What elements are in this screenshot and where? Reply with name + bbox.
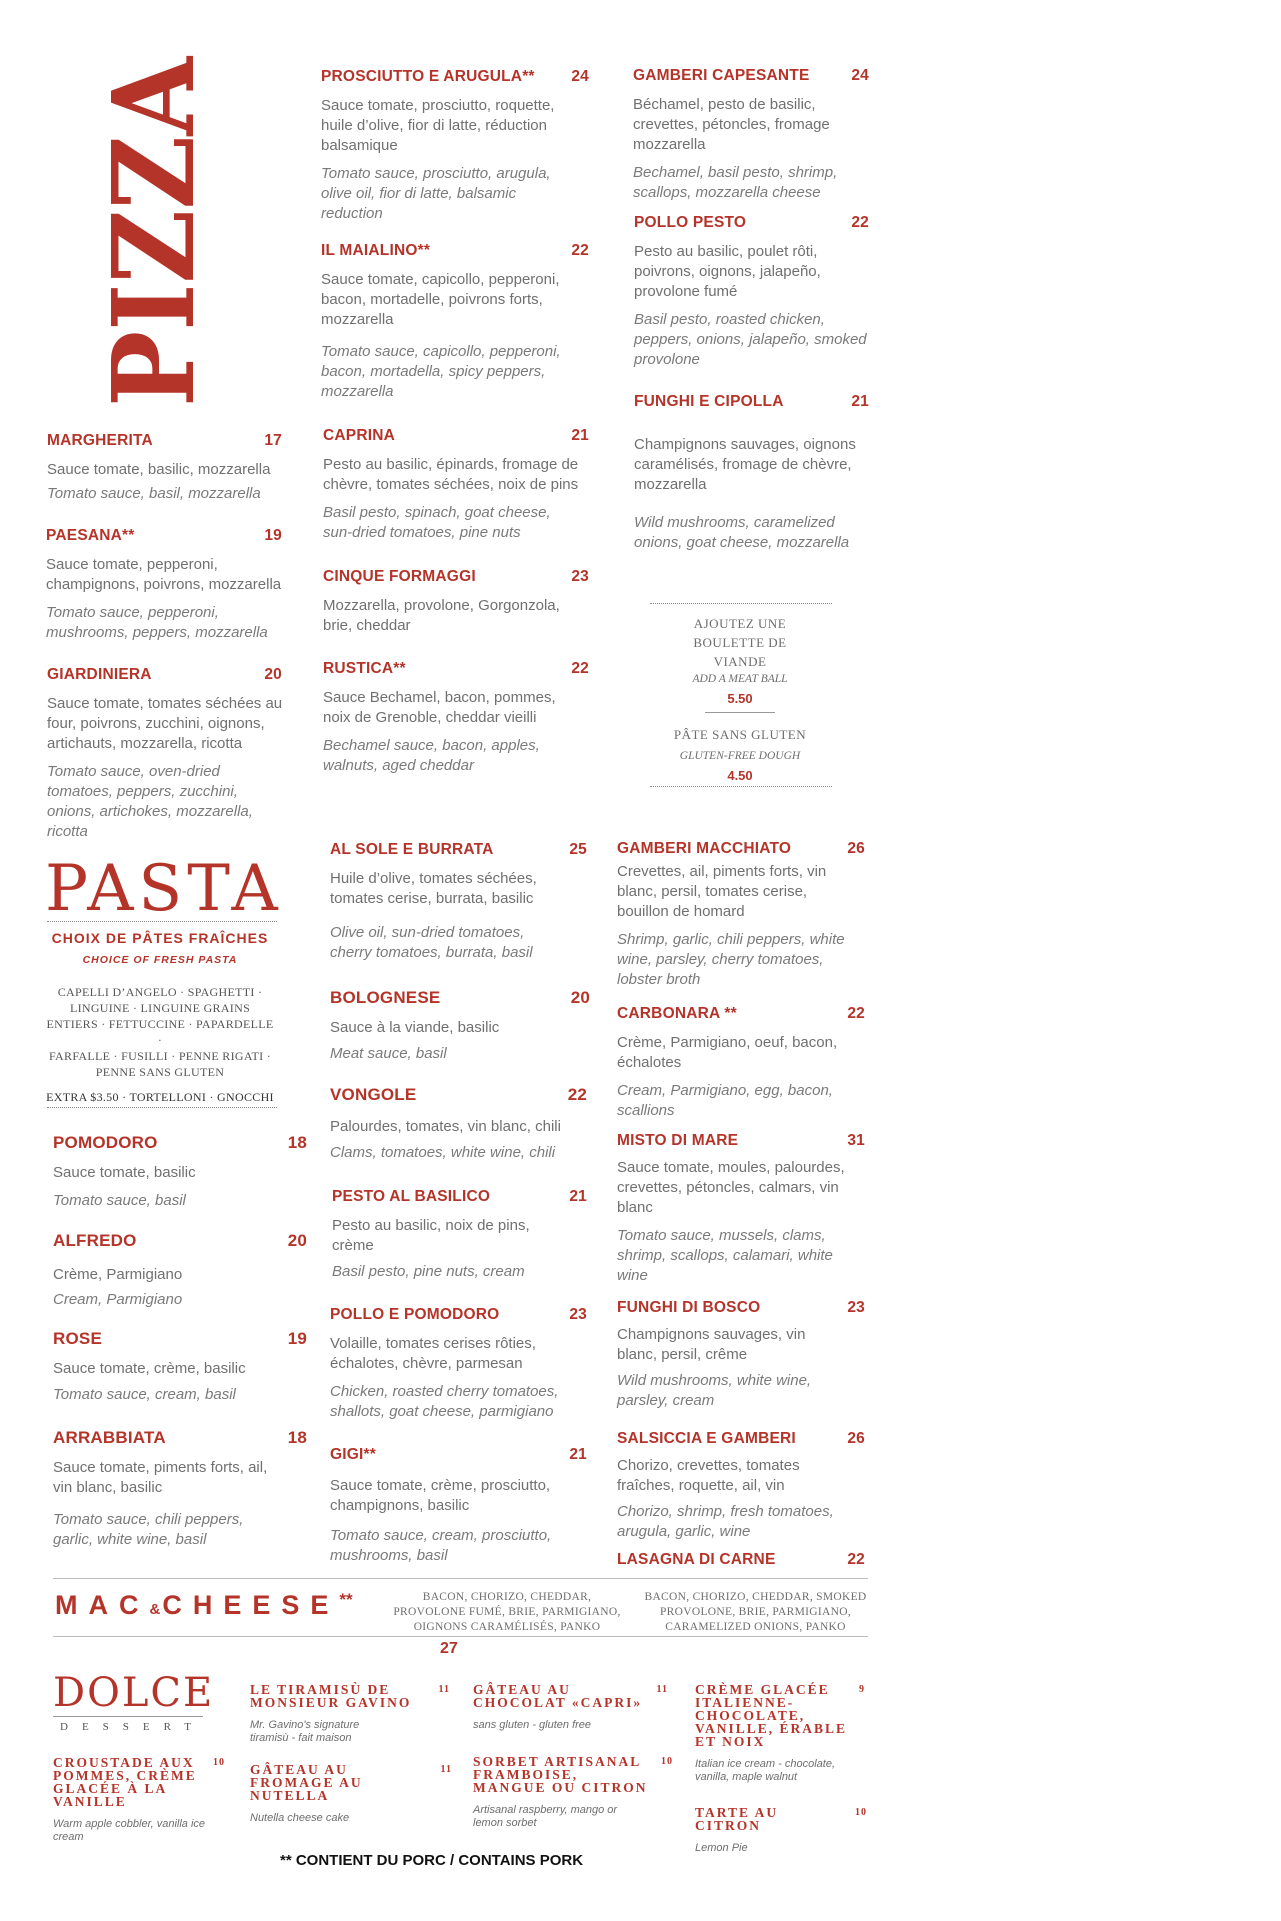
pizza-item-caprina: CAPRINA 21 Pesto au basilic, épinards, fromage de chèvre, tomates séchées, noix de pins Basil pesto, spinach, goat cheese, sun-dried tomatoes, pine nuts: [323, 427, 589, 541]
pasta-item-gamberi-macchiato: GAMBERI MACCHIATO 26 Crevettes, ail, piments forts, vin blanc, persil, tomates cerise, bouillon de homard Shrimp, garlic, chili peppers, white wine, parsley, cherry tomatoes, lobster broth: [617, 840, 865, 988]
pizza-item-margherita: MARGHERITA 17 Sauce tomate, basilic, mozzarella Tomato sauce, basil, mozzarella: [47, 432, 282, 502]
addon-gluten-free-price: 4.50: [727, 768, 753, 783]
pasta-item-lasagna-di-carne: LASAGNA DI CARNE 22: [617, 1551, 865, 1568]
pasta-item-vongole: VONGOLE 22 Palourdes, tomates, vin blanc, chili Clams, tomatoes, white wine, chili: [330, 1085, 587, 1161]
pasta-choice-list: CAPELLI D’ANGELO · SPAGHETTI · LINGUINE · LINGUINE GRAINS ENTIERS · FETTUCCINE · PAPARDELLE · FARFALLE · FUSILLI · PENNE RIGATI · PENNE SANS GLUTEN: [46, 985, 274, 1079]
dessert-croustade: CROUSTADE AUX POMMES, CRÈME GLACÉE À LA VANILLE 10 Warm apple cobbler, vanilla ice cream: [53, 1755, 225, 1843]
pasta-item-misto-di-mare: MISTO DI MARE 31 Sauce tomate, moules, palourdes, crevettes, pétoncles, calmars, vin blanc Tomato sauce, mussels, clams, shrimp, scallops, calamari, white wine: [617, 1132, 865, 1284]
dessert-creme-glacee: CRÈME GLACÉE ITALIENNE- CHOCOLATE, VANILLE, ÉRABLE ET NOIX 9 Italian ice cream - chocolate, vanilla, maple walnut: [695, 1682, 865, 1783]
addon-gluten-free-fr: PÂTE SANS GLUTEN: [673, 727, 807, 742]
addon-meatball-price: 5.50: [727, 691, 753, 706]
addon-gluten-free-en: GLUTEN-FREE DOUGH: [679, 750, 801, 762]
pizza-item-prosciutto-e-arugula: PROSCIUTTO E ARUGULA** 24 Sauce tomate, prosciutto, roquette, huile d’olive, fior di latte, réduction balsamique Tomato sauce, prosciutto, arugula, olive oil, fior di latte, balsamic reduction: [321, 68, 589, 222]
pizza-item-paesana: PAESANA** 19 Sauce tomate, pepperoni, champignons, poivrons, mozzarella Tomato sauce, pepperoni, mushrooms, peppers, mozzarella: [46, 527, 282, 641]
addon-meatball-en: ADD A MEAT BALL: [692, 673, 788, 685]
dessert-nutella-cheesecake: GÂTEAU AU FROMAGE AU NUTELLA 11 Nutella cheese cake: [250, 1762, 452, 1824]
mac-ingredients-fr: BACON, CHORIZO, CHEDDAR, PROVOLONE FUMÉ, BRIE, PARMIGIANO, OIGNONS CARAMÉLISÉS, PANKO: [393, 1591, 621, 1633]
pizza-item-pollo-pesto: POLLO PESTO 22 Pesto au basilic, poulet rôti, poivrons, oignons, jalapeño, provolone fumé Basil pesto, roasted chicken, peppers, onions, jalapeño, smoked provolone: [634, 214, 869, 368]
mac-cheese-price: 27: [440, 1640, 458, 1657]
dolce-subtitle: DESSERT: [60, 1721, 206, 1733]
dolce-title: DOLCE: [53, 1670, 215, 1716]
dessert-sorbet: SORBET ARTISANAL FRAMBOISE, MANGUE OU CITRON 10 Artisanal raspberry, mango or lemon sorbet: [473, 1754, 673, 1829]
dessert-chocolat-capri: GÂTEAU AU CHOCOLAT «CAPRI» 11 sans gluten - gluten free: [473, 1682, 668, 1731]
pasta-item-funghi-di-bosco: FUNGHI DI BOSCO 23 Champignons sauvages, vin blanc, persil, crême Wild mushrooms, white wine, parsley, cream: [617, 1299, 865, 1409]
pizza-item-giardiniera: GIARDINIERA 20 Sauce tomate, tomates séchées au four, poivrons, zucchini, oignons, artichauts, mozzarella, ricotta Tomato sauce, oven-dried tomatoes, peppers, zucchini, onions, artichokes, mozzarella, ricotta: [47, 666, 283, 840]
dolce-rule: [53, 1716, 203, 1717]
pasta-item-gigi: GIGI** 21 Sauce tomate, crème, prosciutto, champignons, basilic Tomato sauce, cream, prosciutto, mushrooms, basil: [330, 1446, 587, 1564]
pasta-item-alfredo: ALFREDO 20 Crème, Parmigiano Cream, Parmigiano: [53, 1231, 307, 1308]
pork-footnote: ** CONTIENT DU PORC / CONTAINS PORK: [280, 1852, 584, 1869]
dessert-tiramisu: LE TIRAMISÙ DE MONSIEUR GAVINO 11 Mr. Gavino's signature tiramisù - fait maison: [250, 1682, 450, 1744]
pizza-title-text: PIZZA: [89, 19, 220, 407]
pizza-item-rustica: RUSTICA** 22 Sauce Bechamel, bacon, pommes, noix de Grenoble, cheddar vieilli Bechamel sauce, bacon, apples, walnuts, aged cheddar: [323, 660, 589, 774]
pizza-addons: [640, 604, 840, 783]
pasta-title-rule: [47, 921, 277, 922]
mac-cheese-title: MAC&CHEESE**: [55, 1590, 353, 1620]
pasta-item-arrabbiata: ARRABBIATA 18 Sauce tomate, piments forts, ail, vin blanc, basilic Tomato sauce, chili peppers, garlic, white wine, basil: [53, 1428, 307, 1548]
mac-ingredients-en: BACON, CHORIZO, CHEDDAR, SMOKED PROVOLONE, BRIE, PARMIGIANO, CARAMELIZED ONIONS, PANKO: [644, 1591, 867, 1633]
pasta-item-pesto-al-basilico: PESTO AL BASILICO 21 Pesto au basilic, noix de pins, crème Basil pesto, pine nuts, cream: [332, 1188, 587, 1280]
pizza-title: [89, 19, 220, 410]
mac-top-rule: [53, 1578, 868, 1579]
pasta-choice-en: CHOICE OF FRESH PASTA: [82, 954, 238, 966]
dessert-tarte-citron: TARTE AU CITRON 10 Lemon Pie: [695, 1805, 867, 1854]
pasta-item-bolognese: BOLOGNESE 20 Sauce à la viande, basilic Meat sauce, basil: [330, 988, 590, 1062]
addon-meatball-fr: AJOUTEZ UNE BOULETTE DE VIANDE: [693, 616, 787, 669]
mac-bottom-rule: [53, 1636, 868, 1637]
pizza-item-il-maialino: IL MAIALINO** 22 Sauce tomate, capicollo, pepperoni, bacon, mortadelle, poivrons forts, mozzarella Tomato sauce, capicollo, pepperoni, bacon, mortadella, spicy peppers, mozzarella: [321, 242, 589, 400]
pasta-item-carbonara: CARBONARA ** 22 Crème, Parmigiano, oeuf, bacon, échalotes Cream, Parmigiano, egg, bacon, scallions: [617, 1005, 865, 1119]
pasta-choice: [45, 930, 275, 1105]
pasta-item-pollo-e-pomodoro: POLLO E POMODORO 23 Volaille, tomates cerises rôties, échalotes, chèvre, parmesan Chicken, roasted cherry tomatoes, shallots, goat cheese, parmigiano: [330, 1306, 587, 1420]
pizza-item-gamberi-capesante: GAMBERI CAPESANTE 24 Béchamel, pesto de basilic, crevettes, pétoncles, fromage mozzarella Bechamel, basil pesto, shrimp, scallops, mozzarella cheese: [633, 67, 869, 201]
pasta-choice-fr: CHOIX DE PÂTES FRAÎCHES: [51, 930, 269, 946]
pasta-item-al-sole-e-burrata: AL SOLE E BURRATA 25 Huile d’olive, tomates séchées, tomates cerise, burrata, basilic Olive oil, sun-dried tomatoes, cherry tomatoes, burrata, basil: [330, 841, 587, 961]
pizza-item-funghi-e-cipolla: FUNGHI E CIPOLLA 21 Champignons sauvages, oignons caramélisés, fromage de chèvre, mozzarella Wild mushrooms, caramelized onions, goat cheese, mozzarella: [634, 393, 869, 551]
pasta-choice-rule: [47, 1107, 277, 1108]
pasta-title: PASTA: [45, 852, 283, 926]
pasta-extra: EXTRA $3.50 · TORTELLONI · GNOCCHI: [46, 1090, 274, 1104]
pizza-item-cinque-formaggi: CINQUE FORMAGGI 23 Mozzarella, provolone, Gorgonzola, brie, cheddar: [323, 568, 589, 634]
pasta-item-rose: ROSE 19 Sauce tomate, crème, basilic Tomato sauce, cream, basil: [53, 1329, 307, 1403]
addons-bottom-rule: [650, 786, 832, 787]
pasta-item-pomodoro: POMODORO 18 Sauce tomate, basilic Tomato sauce, basil: [53, 1133, 307, 1209]
pasta-item-salsiccia-e-gamberi: SALSICCIA E GAMBERI 26 Chorizo, crevettes, tomates fraîches, roquette, ail, vin Chorizo, shrimp, fresh tomatoes, arugula, garlic, wine: [617, 1430, 865, 1540]
